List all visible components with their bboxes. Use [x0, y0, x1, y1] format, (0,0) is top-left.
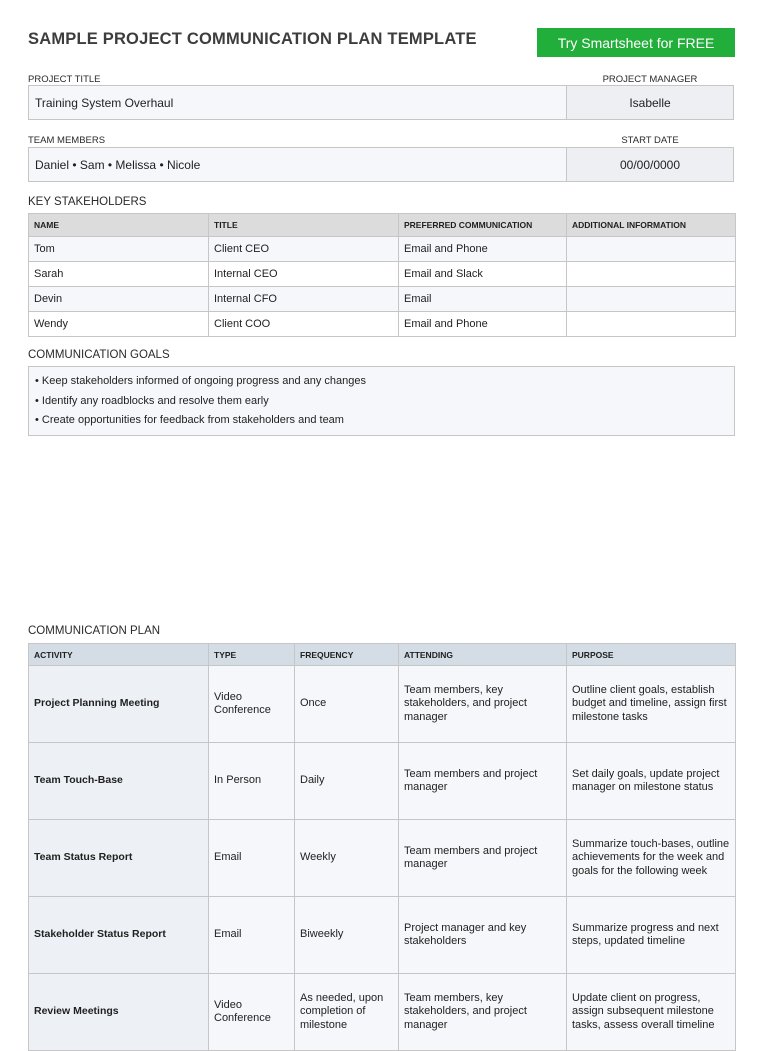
- type-cell[interactable]: Video Conference: [209, 974, 295, 1051]
- communication-plan-table: [28, 643, 736, 1051]
- table-row: [29, 312, 736, 337]
- table-row: [29, 262, 736, 287]
- activity-cell[interactable]: Stakeholder Status Report: [29, 897, 209, 974]
- table-cell[interactable]: Internal CFO: [209, 287, 399, 312]
- column-header-title: TITLE: [209, 214, 399, 237]
- goal-item: • Identify any roadblocks and resolve them early: [35, 394, 269, 407]
- table-cell[interactable]: [567, 237, 736, 262]
- purpose-cell[interactable]: Set daily goals, update project manager on milestone status: [567, 743, 736, 820]
- team-members-label: TEAM MEMBERS: [28, 135, 106, 146]
- communication-goals-box[interactable]: [28, 366, 735, 436]
- column-header-additional-information: ADDITIONAL INFORMATION: [567, 214, 736, 237]
- table-row: [29, 666, 736, 743]
- attending-cell[interactable]: Team members and project manager: [399, 743, 567, 820]
- table-row: [29, 897, 736, 974]
- team-members-field[interactable]: Daniel • Sam • Melissa • Nicole: [28, 147, 567, 182]
- table-cell[interactable]: Email: [399, 287, 567, 312]
- purpose-cell[interactable]: Update client on progress, assign subsequent milestone tasks, assess overall timeline: [567, 974, 736, 1051]
- project-title-label: PROJECT TITLE: [28, 74, 101, 85]
- frequency-cell[interactable]: Daily: [295, 743, 399, 820]
- frequency-cell[interactable]: Biweekly: [295, 897, 399, 974]
- project-manager-label: PROJECT MANAGER: [602, 74, 698, 85]
- type-cell[interactable]: Email: [209, 897, 295, 974]
- table-cell[interactable]: Email and Slack: [399, 262, 567, 287]
- table-cell[interactable]: Email and Phone: [399, 237, 567, 262]
- table-row: [29, 237, 736, 262]
- page-title: SAMPLE PROJECT COMMUNICATION PLAN TEMPLATE: [28, 30, 477, 48]
- table-cell[interactable]: Sarah: [29, 262, 209, 287]
- frequency-cell[interactable]: As needed, upon completion of milestone: [295, 974, 399, 1051]
- table-cell[interactable]: Client COO: [209, 312, 399, 337]
- purpose-cell[interactable]: Summarize progress and next steps, updated timeline: [567, 897, 736, 974]
- table-row: [29, 287, 736, 312]
- table-cell[interactable]: Wendy: [29, 312, 209, 337]
- column-header-activity: ACTIVITY: [29, 644, 209, 666]
- column-header-preferred-communication: PREFERRED COMMUNICATION: [399, 214, 567, 237]
- communication-goals-heading: COMMUNICATION GOALS: [28, 349, 170, 361]
- table-row: [29, 743, 736, 820]
- table-cell[interactable]: Tom: [29, 237, 209, 262]
- frequency-cell[interactable]: Once: [295, 666, 399, 743]
- start-date-label: START DATE: [621, 135, 679, 146]
- frequency-cell[interactable]: Weekly: [295, 820, 399, 897]
- start-date-field[interactable]: 00/00/0000: [566, 147, 734, 182]
- project-title-field[interactable]: Training System Overhaul: [28, 85, 567, 120]
- table-cell[interactable]: Client CEO: [209, 237, 399, 262]
- goal-item: • Create opportunities for feedback from stakeholders and team: [35, 414, 344, 426]
- purpose-cell[interactable]: Outline client goals, establish budget and timeline, assign first milestone tasks: [567, 666, 736, 743]
- column-header-frequency: FREQUENCY: [295, 644, 399, 666]
- communication-plan-heading: COMMUNICATION PLAN: [28, 625, 161, 637]
- table-cell[interactable]: Internal CEO: [209, 262, 399, 287]
- attending-cell[interactable]: Project manager and key stakeholders: [399, 897, 567, 974]
- attending-cell[interactable]: Team members, key stakeholders, and project manager: [399, 974, 567, 1051]
- goal-item: • Keep stakeholders informed of ongoing progress and any changes: [35, 375, 367, 387]
- table-cell[interactable]: [567, 287, 736, 312]
- type-cell[interactable]: In Person: [209, 743, 295, 820]
- column-header-name: NAME: [29, 214, 209, 237]
- column-header-attending: ATTENDING: [399, 644, 567, 666]
- key-stakeholders-heading: KEY STAKEHOLDERS: [28, 196, 147, 208]
- activity-cell[interactable]: Project Planning Meeting: [29, 666, 209, 743]
- purpose-cell[interactable]: Summarize touch-bases, outline achievements for the week and goals for the following week: [567, 820, 736, 897]
- activity-cell[interactable]: Review Meetings: [29, 974, 209, 1051]
- project-manager-field[interactable]: Isabelle: [566, 85, 734, 120]
- try-smartsheet-button[interactable]: Try Smartsheet for FREE: [537, 28, 735, 57]
- type-cell[interactable]: Video Conference: [209, 666, 295, 743]
- column-header-type: TYPE: [209, 644, 295, 666]
- table-cell[interactable]: [567, 312, 736, 337]
- activity-cell[interactable]: Team Status Report: [29, 820, 209, 897]
- column-header-purpose: PURPOSE: [567, 644, 736, 666]
- table-cell[interactable]: Email and Phone: [399, 312, 567, 337]
- attending-cell[interactable]: Team members and project manager: [399, 820, 567, 897]
- stakeholders-table: [28, 213, 736, 337]
- table-row: [29, 820, 736, 897]
- activity-cell[interactable]: Team Touch-Base: [29, 743, 209, 820]
- attending-cell[interactable]: Team members, key stakeholders, and project manager: [399, 666, 567, 743]
- type-cell[interactable]: Email: [209, 820, 295, 897]
- table-row: [29, 974, 736, 1051]
- table-cell[interactable]: [567, 262, 736, 287]
- table-cell[interactable]: Devin: [29, 287, 209, 312]
